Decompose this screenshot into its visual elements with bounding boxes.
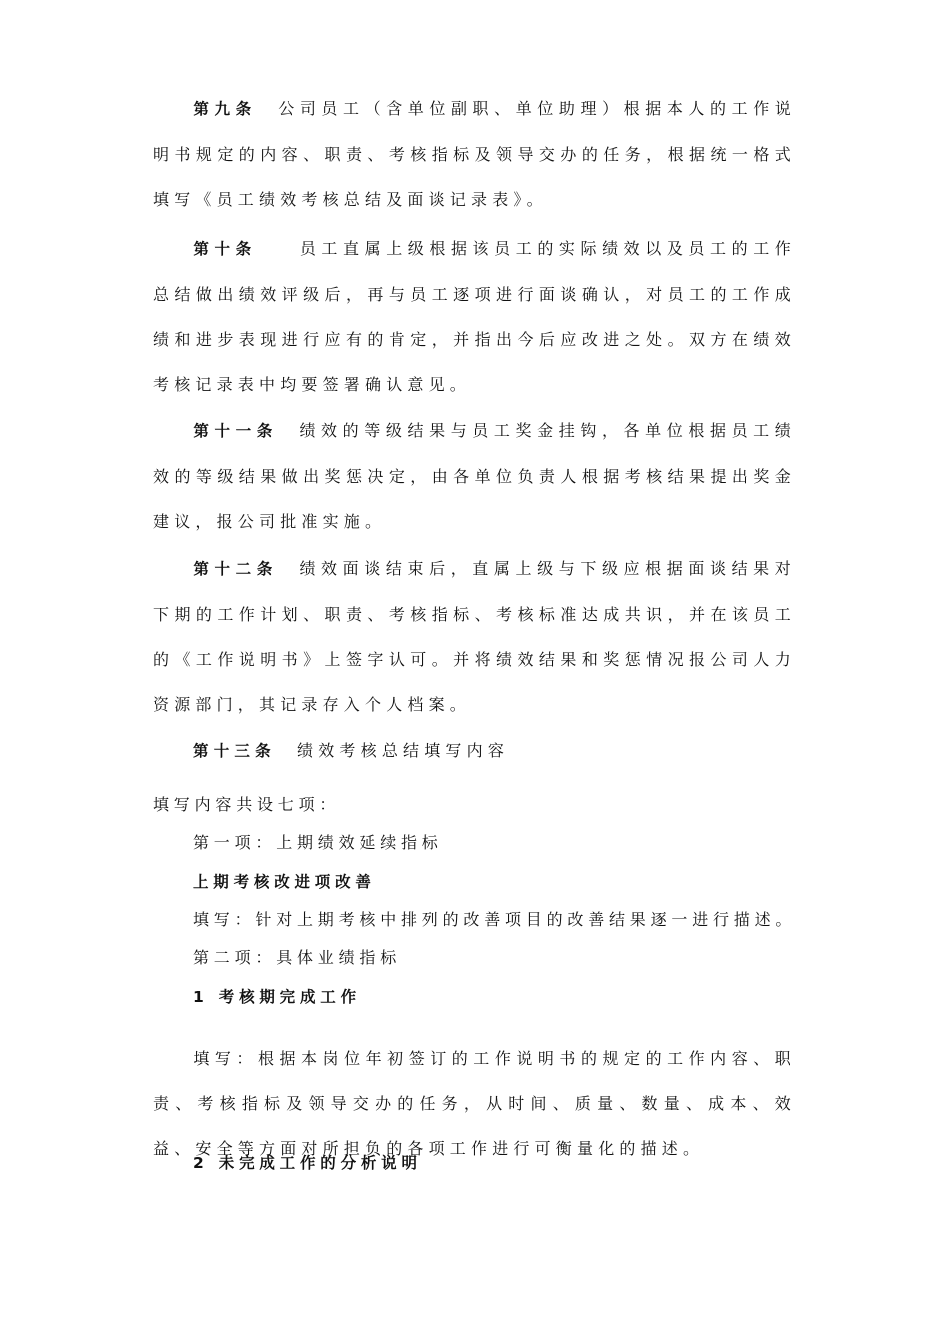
article-13-text: 绩效考核总结填写内容 (297, 741, 510, 760)
article-11-label: 第十一条 (193, 422, 278, 440)
item-2-fill-instruction: 填写：根据本岗位年初签订的工作说明书的规定的工作内容、职责、考核指标及领导交办的任务，从时间、质量、数量、成本、效益、安全等方面对所担负的各项工作进行可衡量化的描述。 (153, 1049, 796, 1158)
item-2-title: 第二项：具体业绩指标 (193, 948, 402, 967)
article-9 (153, 86, 796, 222)
article-13 (153, 728, 796, 774)
article-11 (153, 408, 796, 544)
item-1-subheading: 上期考核改进项改善 (193, 873, 376, 891)
item-1-fill-instruction: 填写：针对上期考核中排列的改善项目的改善结果逐一进行描述。 (193, 910, 797, 929)
article-9-text: 公司员工（含单位副职、单位助理）根据本人的工作说明书规定的内容、职责、考核指标及领导交办的任务，根据统一格式填写《员工绩效考核总结及面谈记录表》。 (153, 99, 796, 209)
article-10-label: 第十条 (193, 240, 257, 258)
article-12-text: 绩效面谈结束后，直属上级与下级应根据面谈结果对下期的工作计划、职责、考核指标、考核标准达成共识，并在该员工的《工作说明书》上签字认可。并将绩效结果和奖惩情况报公司人力资源部门，其记录存入个人档案。 (153, 559, 796, 714)
article-9-label: 第九条 (193, 100, 257, 118)
article-12 (153, 546, 796, 727)
article-12-label: 第十二条 (193, 560, 278, 578)
items-intro: 填写内容共设七项： (153, 795, 341, 814)
item-2-subheading-1: 1 考核期完成工作 (193, 988, 361, 1006)
article-13-label: 第十三条 (193, 742, 276, 760)
item-1-title: 第一项：上期绩效延续指标 (193, 833, 443, 852)
article-10 (153, 226, 796, 407)
item-2-subheading-2: 2 未完成工作的分析说明 (193, 1154, 422, 1172)
article-10-text: 员工直属上级根据该员工的实际绩效以及员工的工作总结做出绩效评级后，再与员工逐项进行面谈确认，对员工的工作成绩和进步表现进行应有的肯定，并指出今后应改进之处。双方在绩效考核记录表中均要签署确认意见。 (153, 239, 796, 394)
article-11-text: 绩效的等级结果与员工奖金挂钩，各单位根据员工绩效的等级结果做出奖惩决定，由各单位负责人根据考核结果提出奖金建议，报公司批准实施。 (153, 421, 796, 531)
